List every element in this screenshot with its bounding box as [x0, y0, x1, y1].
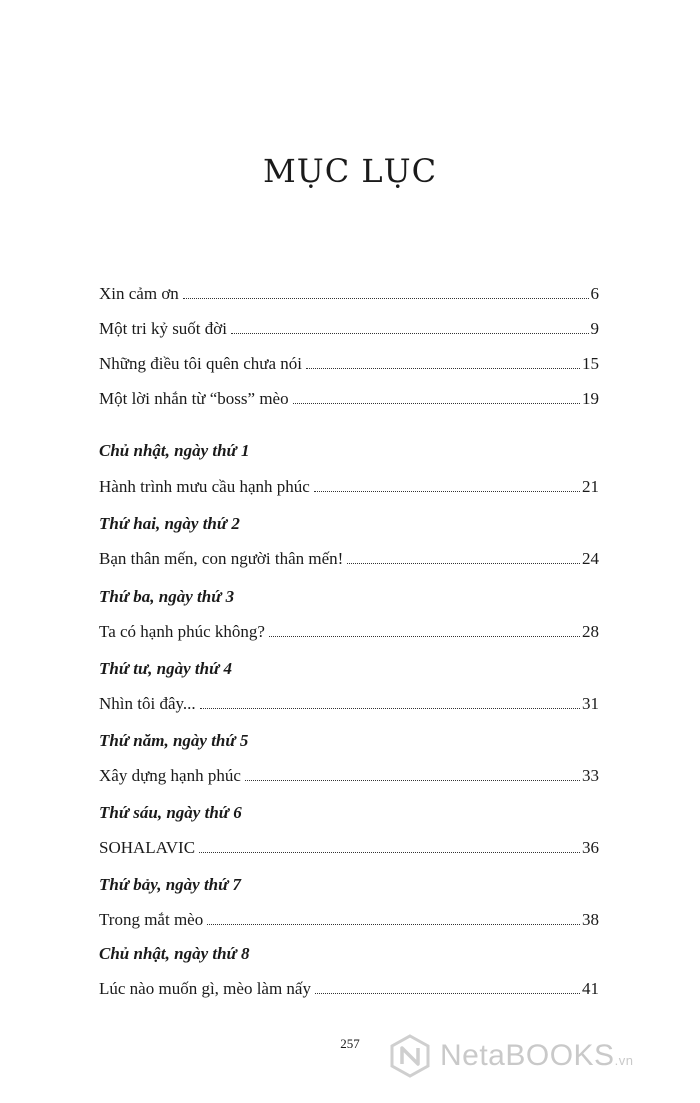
leader-dots [199, 851, 580, 853]
toc-entry-title: Xin cảm ơn [99, 284, 179, 303]
leader-dots [200, 707, 580, 709]
toc-entry-title: Một tri kỷ suốt đời [99, 319, 227, 338]
toc-entry-page: 28 [582, 622, 599, 641]
toc-entry[interactable] [99, 473, 599, 497]
section-heading: Thứ bảy, ngày thứ 7 [99, 875, 242, 894]
toc-entry-title: Những điều tôi quên chưa nói [99, 354, 303, 373]
toc-entry-title: Nhìn tôi đây... [99, 694, 196, 713]
toc-entry[interactable] [99, 834, 599, 858]
toc-entry[interactable] [99, 545, 599, 569]
leader-dots [314, 490, 580, 492]
toc-entry-page: 31 [582, 694, 599, 713]
toc-entry-title: Trong mắt mèo [99, 910, 204, 929]
toc-entry-title: Bạn thân mến, con người thân mến! [99, 549, 344, 568]
leader-dots [293, 402, 580, 404]
toc-entry[interactable] [99, 385, 599, 409]
toc-entry-title: Một lời nhắn từ “boss” mèo [99, 389, 289, 408]
toc-entry-page: 41 [582, 979, 599, 998]
watermark-suffix: .vn [614, 1053, 634, 1068]
toc-entry[interactable] [99, 975, 599, 999]
leader-dots [269, 635, 580, 637]
page-title: MỤC LỤC [262, 152, 438, 190]
toc-entry[interactable] [99, 280, 599, 304]
toc-entry[interactable] [99, 906, 599, 930]
toc-entry[interactable] [99, 315, 599, 339]
section-heading: Thứ hai, ngày thứ 2 [99, 514, 240, 533]
section-heading: Thứ sáu, ngày thứ 6 [99, 803, 242, 822]
toc-entry[interactable] [99, 762, 599, 786]
toc-entry-title: Ta có hạnh phúc không? [99, 622, 265, 641]
toc-entry-title: Hành trình mưu cầu hạnh phúc [99, 477, 310, 496]
toc-entry-page: 24 [582, 549, 599, 568]
toc-entry[interactable] [99, 618, 599, 642]
section-heading: Chủ nhật, ngày thứ 1 [99, 441, 250, 460]
toc-entry-title: Xây dựng hạnh phúc [99, 766, 241, 785]
section-heading: Chủ nhật, ngày thứ 8 [99, 944, 250, 963]
leader-dots [347, 562, 580, 564]
toc-entry-page: 15 [582, 354, 599, 373]
page-number: 257 [340, 1036, 360, 1051]
watermark-brand: NetaBOOKS [440, 1039, 615, 1072]
toc-entry-title: SOHALAVIC [99, 838, 196, 857]
toc-entry-page: 38 [582, 910, 599, 929]
section-heading: Thứ ba, ngày thứ 3 [99, 587, 235, 606]
toc-entry-title: Lúc nào muốn gì, mèo làm nấy [99, 979, 311, 998]
toc-entry-page: 6 [590, 284, 599, 303]
leader-dots [245, 779, 580, 781]
toc-entry-page: 33 [582, 766, 599, 785]
toc-entry-page: 36 [582, 838, 599, 857]
toc-entry-page: 9 [590, 319, 599, 338]
section-heading: Thứ tư, ngày thứ 4 [99, 659, 233, 678]
leader-dots [306, 367, 580, 369]
netabooks-logo-icon [388, 1034, 432, 1078]
leader-dots [315, 992, 580, 994]
watermark-text [440, 1039, 633, 1073]
leader-dots [231, 332, 589, 334]
toc-entry-page: 21 [582, 477, 599, 496]
leader-dots [207, 923, 580, 925]
toc-entry[interactable] [99, 690, 599, 714]
toc-entry-page: 19 [582, 389, 599, 408]
section-heading: Thứ năm, ngày thứ 5 [99, 731, 249, 750]
toc-entry[interactable] [99, 350, 599, 374]
watermark [388, 1032, 633, 1080]
leader-dots [183, 297, 589, 299]
